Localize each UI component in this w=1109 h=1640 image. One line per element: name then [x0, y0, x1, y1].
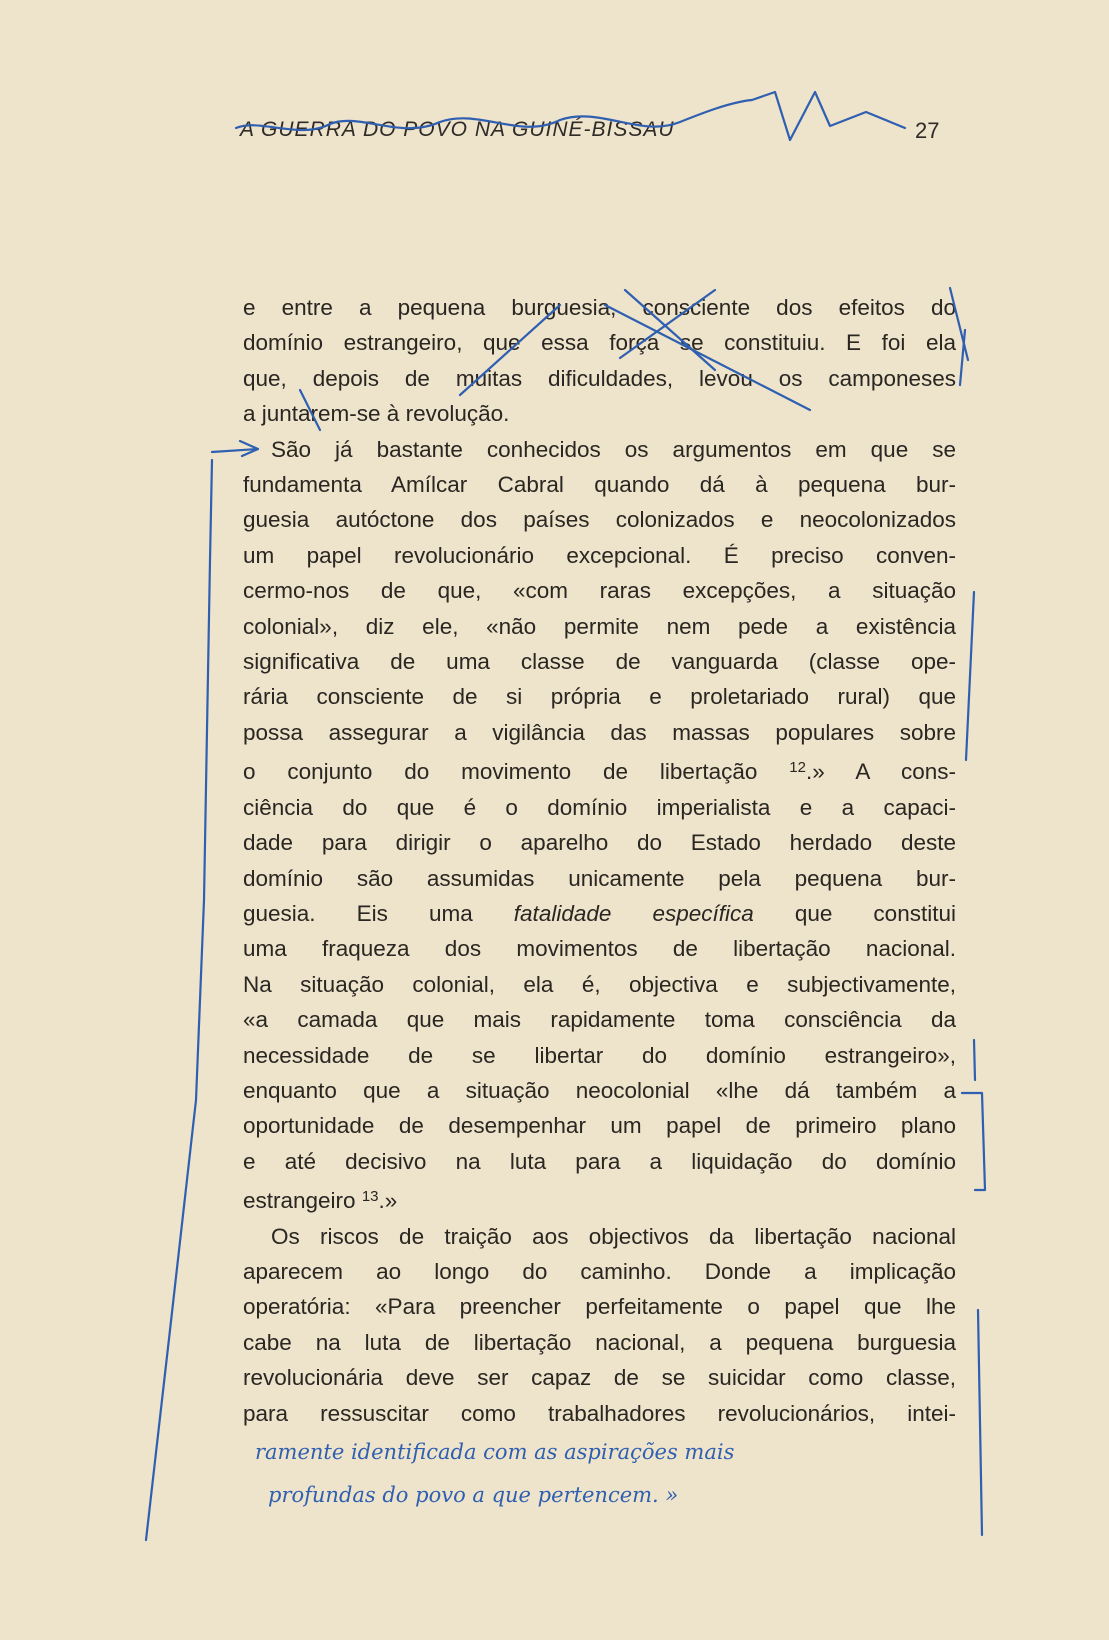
text-line: aparecem ao longo do caminho. Donde a implicação — [243, 1258, 956, 1284]
text-line: rária consciente de si própria e proletariado rural) que — [243, 684, 956, 710]
page-number: 27 — [915, 118, 940, 143]
running-header: A GUERRA DO POVO NA GUINÉ-BISSAU — [240, 118, 675, 141]
footnote-ref: 12 — [789, 759, 806, 777]
text-line: operatória: «Para preencher perfeitamente o papel que lhe — [243, 1294, 956, 1320]
text-line: domínio estrangeiro, que essa força se constituiu. E foi ela — [243, 330, 956, 356]
text-line: fundamenta Amílcar Cabral quando dá à pequena bur- — [243, 472, 956, 498]
text-line: «a camada que mais rapidamente toma consciência da — [243, 1007, 956, 1033]
text-line: São já bastante conhecidos os argumentos em que se — [271, 436, 956, 462]
text-segment: .» A cons- — [805, 759, 956, 785]
text-line: e entre a pequena burguesia, consciente dos efeitos do — [243, 295, 956, 320]
margin-bracket — [146, 460, 212, 1540]
text-segment: .» — [378, 1188, 398, 1214]
text-line — [243, 750, 956, 789]
text-line: domínio são assumidas unicamente pela pequena bur- — [243, 865, 956, 891]
footnote-ref: 13 — [361, 1188, 379, 1206]
text-segment: estrangeiro — [243, 1188, 356, 1214]
text-segment: que constitui — [794, 900, 956, 926]
text-line — [243, 896, 956, 931]
handwritten-note: profundas do povo a que pertencem. » — [268, 1483, 679, 1507]
text-line: Os riscos de traição aos objectivos da libertação nacional — [271, 1223, 956, 1249]
right-margin-mark — [966, 592, 974, 760]
text-line: cabe na luta de libertação nacional, a pequena burguesia — [243, 1329, 956, 1355]
text-line: guesia autóctone dos países colonizados e neocolonizados — [243, 507, 956, 533]
text-line: colonial», diz ele, «não permite nem pede a existência — [243, 613, 956, 639]
text-line: oportunidade de desempenhar um papel de primeiro plano — [243, 1113, 956, 1139]
handwritten-note: ramente identificada com as aspirações mais — [255, 1440, 735, 1464]
text-line: enquanto que a situação neocolonial «lhe dá também a — [243, 1077, 956, 1103]
right-margin-mark — [962, 1093, 985, 1190]
text-line: significativa de uma classe de vanguarda (classe ope- — [243, 649, 956, 675]
text-line: uma fraqueza dos movimentos de libertação nacional. — [243, 936, 956, 962]
text-line: um papel revolucionário excepcional. É preciso conven- — [243, 542, 956, 568]
text-segment: guesia. Eis uma — [243, 900, 473, 926]
text-line: necessidade de se libertar do domínio estrangeiro», — [243, 1042, 956, 1068]
text-line: revolucionária deve ser capaz de se suicidar como classe, — [243, 1365, 956, 1391]
text-line: dade para dirigir o aparelho do Estado herdado deste — [243, 830, 956, 856]
text-line: e até decisivo na luta para a liquidação do domínio — [243, 1148, 956, 1174]
text-line: ciência do que é o domínio imperialista e a capaci- — [243, 794, 956, 820]
text-line: cermo-nos de que, «com raras excepções, a situação — [243, 578, 956, 604]
emphasis-text: fatalidade específica — [513, 900, 754, 926]
strike-line — [960, 330, 965, 385]
text-line: possa assegurar a vigilância das massas populares sobre — [243, 719, 956, 745]
text-line: Na situação colonial, ela é, objectiva e subjectivamente, — [243, 971, 956, 997]
text-line: para ressuscitar como trabalhadores revolucionários, intei- — [243, 1400, 956, 1426]
right-margin-mark — [978, 1310, 982, 1535]
text-segment: o conjunto do movimento de libertação — [243, 759, 758, 785]
body-text — [243, 290, 956, 1431]
text-line — [243, 1179, 956, 1218]
text-line: que, depois de muitas dificuldades, levou os camponeses — [243, 365, 956, 391]
right-margin-mark — [974, 1040, 975, 1080]
text-line: a juntarem-se à revolução. — [243, 401, 510, 427]
